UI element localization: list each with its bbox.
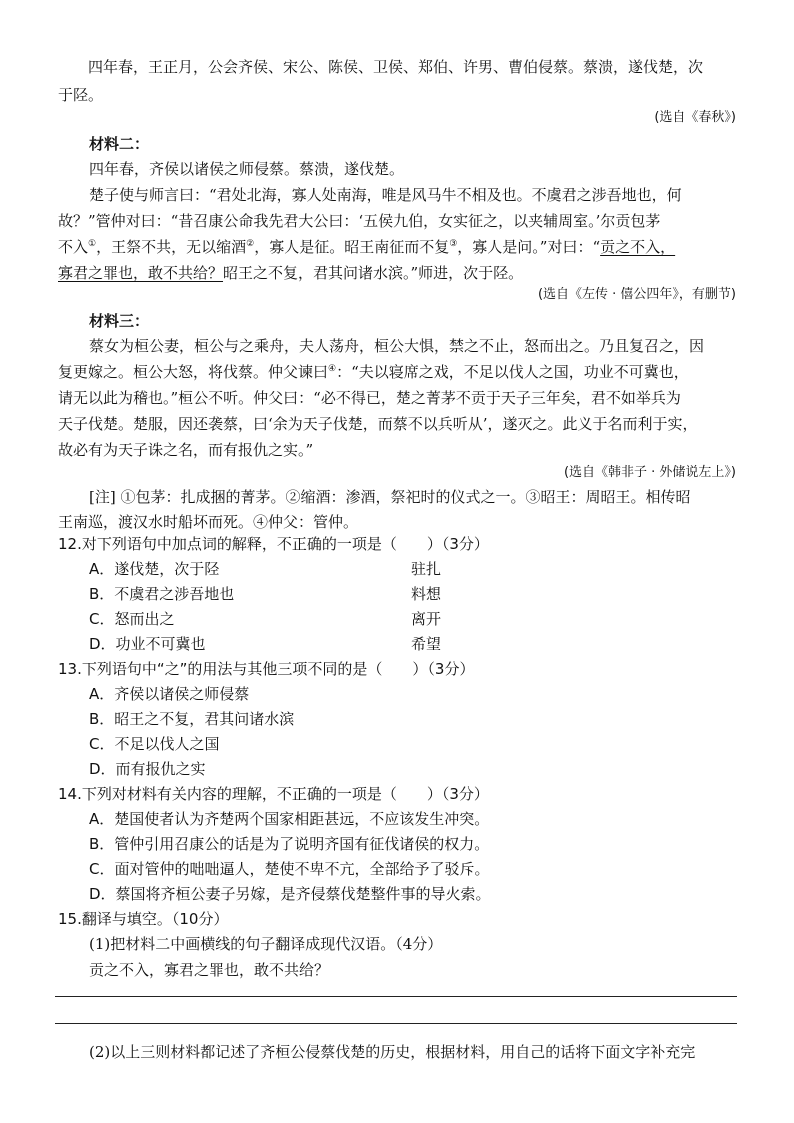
answer-line-2[interactable] xyxy=(55,1023,737,1024)
q12-option-b-gloss: 料想 xyxy=(411,585,442,603)
q12-option-a-gloss: 驻扎 xyxy=(411,560,442,578)
q12-option-b: B．不虞君之涉吾地也 xyxy=(89,585,235,603)
material2-para2-line1: 楚子使与师言曰：“君处北海，寡人处南海，唯是风马牛不相及也。不虞君之涉吾地也，何 xyxy=(89,186,682,204)
q12-option-d: D．功业不可冀也 xyxy=(89,635,206,653)
q15-sub1: (1)把材料二中画横线的句子翻译成现代汉语。（4分） xyxy=(89,935,443,953)
material3-line1: 蔡女为桓公妻，桓公与之乘舟，夫人荡舟，桓公大惧，禁之不止，怒而出之。乃且复召之，因 xyxy=(89,337,705,355)
material2-para1: 四年春，齐侯以诸侯之师侵蔡。蔡溃，遂伐楚。 xyxy=(89,160,405,178)
q12-option-d-gloss: 希望 xyxy=(411,635,442,653)
q14-option-d: D．蔡国将齐桓公妻子另嫁，是齐侵蔡伐楚整件事的导火索。 xyxy=(89,885,491,903)
material2-heading: 材料二： xyxy=(89,135,150,153)
material3-line2: 复更嫁之。桓公大怒，将伐蔡。仲父谏曰④：“夫以寝席之戏，不足以伐人之国，功业不可冀也， xyxy=(58,363,689,381)
material1-line1: 四年春，王正月，公会齐侯、宋公、陈侯、卫侯、郑伯、许男、曹伯侵蔡。蔡溃，遂伐楚，次 xyxy=(88,58,704,76)
q13-option-c: C．不足以伐人之国 xyxy=(89,735,220,753)
material2-para2-line2: 故？”管仲对曰：“昔召康公命我先君大公曰：‘五侯九伯，女实征之，以夹辅周室。’尔贡包茅 xyxy=(58,212,661,230)
material3-line3: 请无以此为稽也。”桓公不听。仲父曰：“必不得已，楚之菁茅不贡于天子三年矣，君不如举兵为 xyxy=(58,389,681,407)
underlined-sentence-part2: 寡君之罪也，敢不共给？ xyxy=(58,264,224,282)
notes-line1: [注] ①包茅：扎成捆的菁茅。②缩酒：渗酒，祭祀时的仪式之一。③昭王：周昭王。相传昭 xyxy=(89,488,691,506)
q13-option-b: B．昭王之不复，君其问诸水滨 xyxy=(89,710,295,728)
material3-source: (选自《韩非子 · 外储说左上》) xyxy=(563,465,736,480)
material3-line5: 故必有为天子诛之名，而有报仇之实。” xyxy=(58,441,314,459)
q12-stem: 12.对下列语句中加点词的解释，不正确的一项是（ ）（3分） xyxy=(58,535,489,553)
q14-option-a: A．楚国使者认为齐楚两个国家相距甚远，不应该发生冲突。 xyxy=(89,810,490,828)
material3-line4: 天子伐楚。楚服，因还袭蔡，曰‘余为天子伐楚，而蔡不以兵听从’，遂灭之。此义于名而利于实， xyxy=(58,415,698,433)
q12-option-c-gloss: 离开 xyxy=(411,610,442,628)
material2-para2-line3: 不入①，王祭不共，无以缩酒②，寡人是征。昭王南征而不复③，寡人是问。”对曰：“贡之不入， xyxy=(58,238,676,256)
q13-option-a: A．齐侯以诸侯之师侵蔡 xyxy=(89,685,250,703)
q13-stem: 13.下列语句中“之”的用法与其他三项不同的是（ ）（3分） xyxy=(58,660,475,678)
q15-sentence: 贡之不入，寡君之罪也，敢不共给？ xyxy=(89,961,330,979)
q14-option-b: B．管仲引用召康公的话是为了说明齐国有征伐诸侯的权力。 xyxy=(89,835,490,853)
q15-sub2: (2)以上三则材料都记述了齐桓公侵蔡伐楚的历史，根据材料，用自己的话将下面文字补充完 xyxy=(89,1043,696,1061)
answer-line-1[interactable] xyxy=(55,996,737,997)
material3-heading: 材料三： xyxy=(89,312,150,330)
material2-para2-line4: 寡君之罪也，敢不共给？昭王之不复，君其问诸水滨。”师进，次于陉。 xyxy=(58,264,524,282)
q13-option-d: D．而有报仇之实 xyxy=(89,760,206,778)
q14-option-c: C．面对管仲的咄咄逼人，楚使不卑不亢，全部给予了驳斥。 xyxy=(89,860,490,878)
material1-source: (选自《春秋》) xyxy=(654,110,736,125)
q12-option-a: A．遂伐楚，次于陉 xyxy=(89,560,220,578)
material2-source: (选自《左传 · 僖公四年》，有删节) xyxy=(537,287,736,302)
q14-stem: 14.下列对材料有关内容的理解，不正确的一项是（ ）（3分） xyxy=(58,785,489,803)
underlined-sentence-part1: 贡之不入， xyxy=(600,238,676,256)
notes-line2: 王南巡，渡汉水时船坏而死。④仲父：管仲。 xyxy=(58,513,359,531)
q12-option-c: C．怒而出之 xyxy=(89,610,175,628)
material1-line2: 于陉。 xyxy=(58,86,104,104)
q15-stem: 15.翻译与填空。（10分） xyxy=(58,910,229,928)
